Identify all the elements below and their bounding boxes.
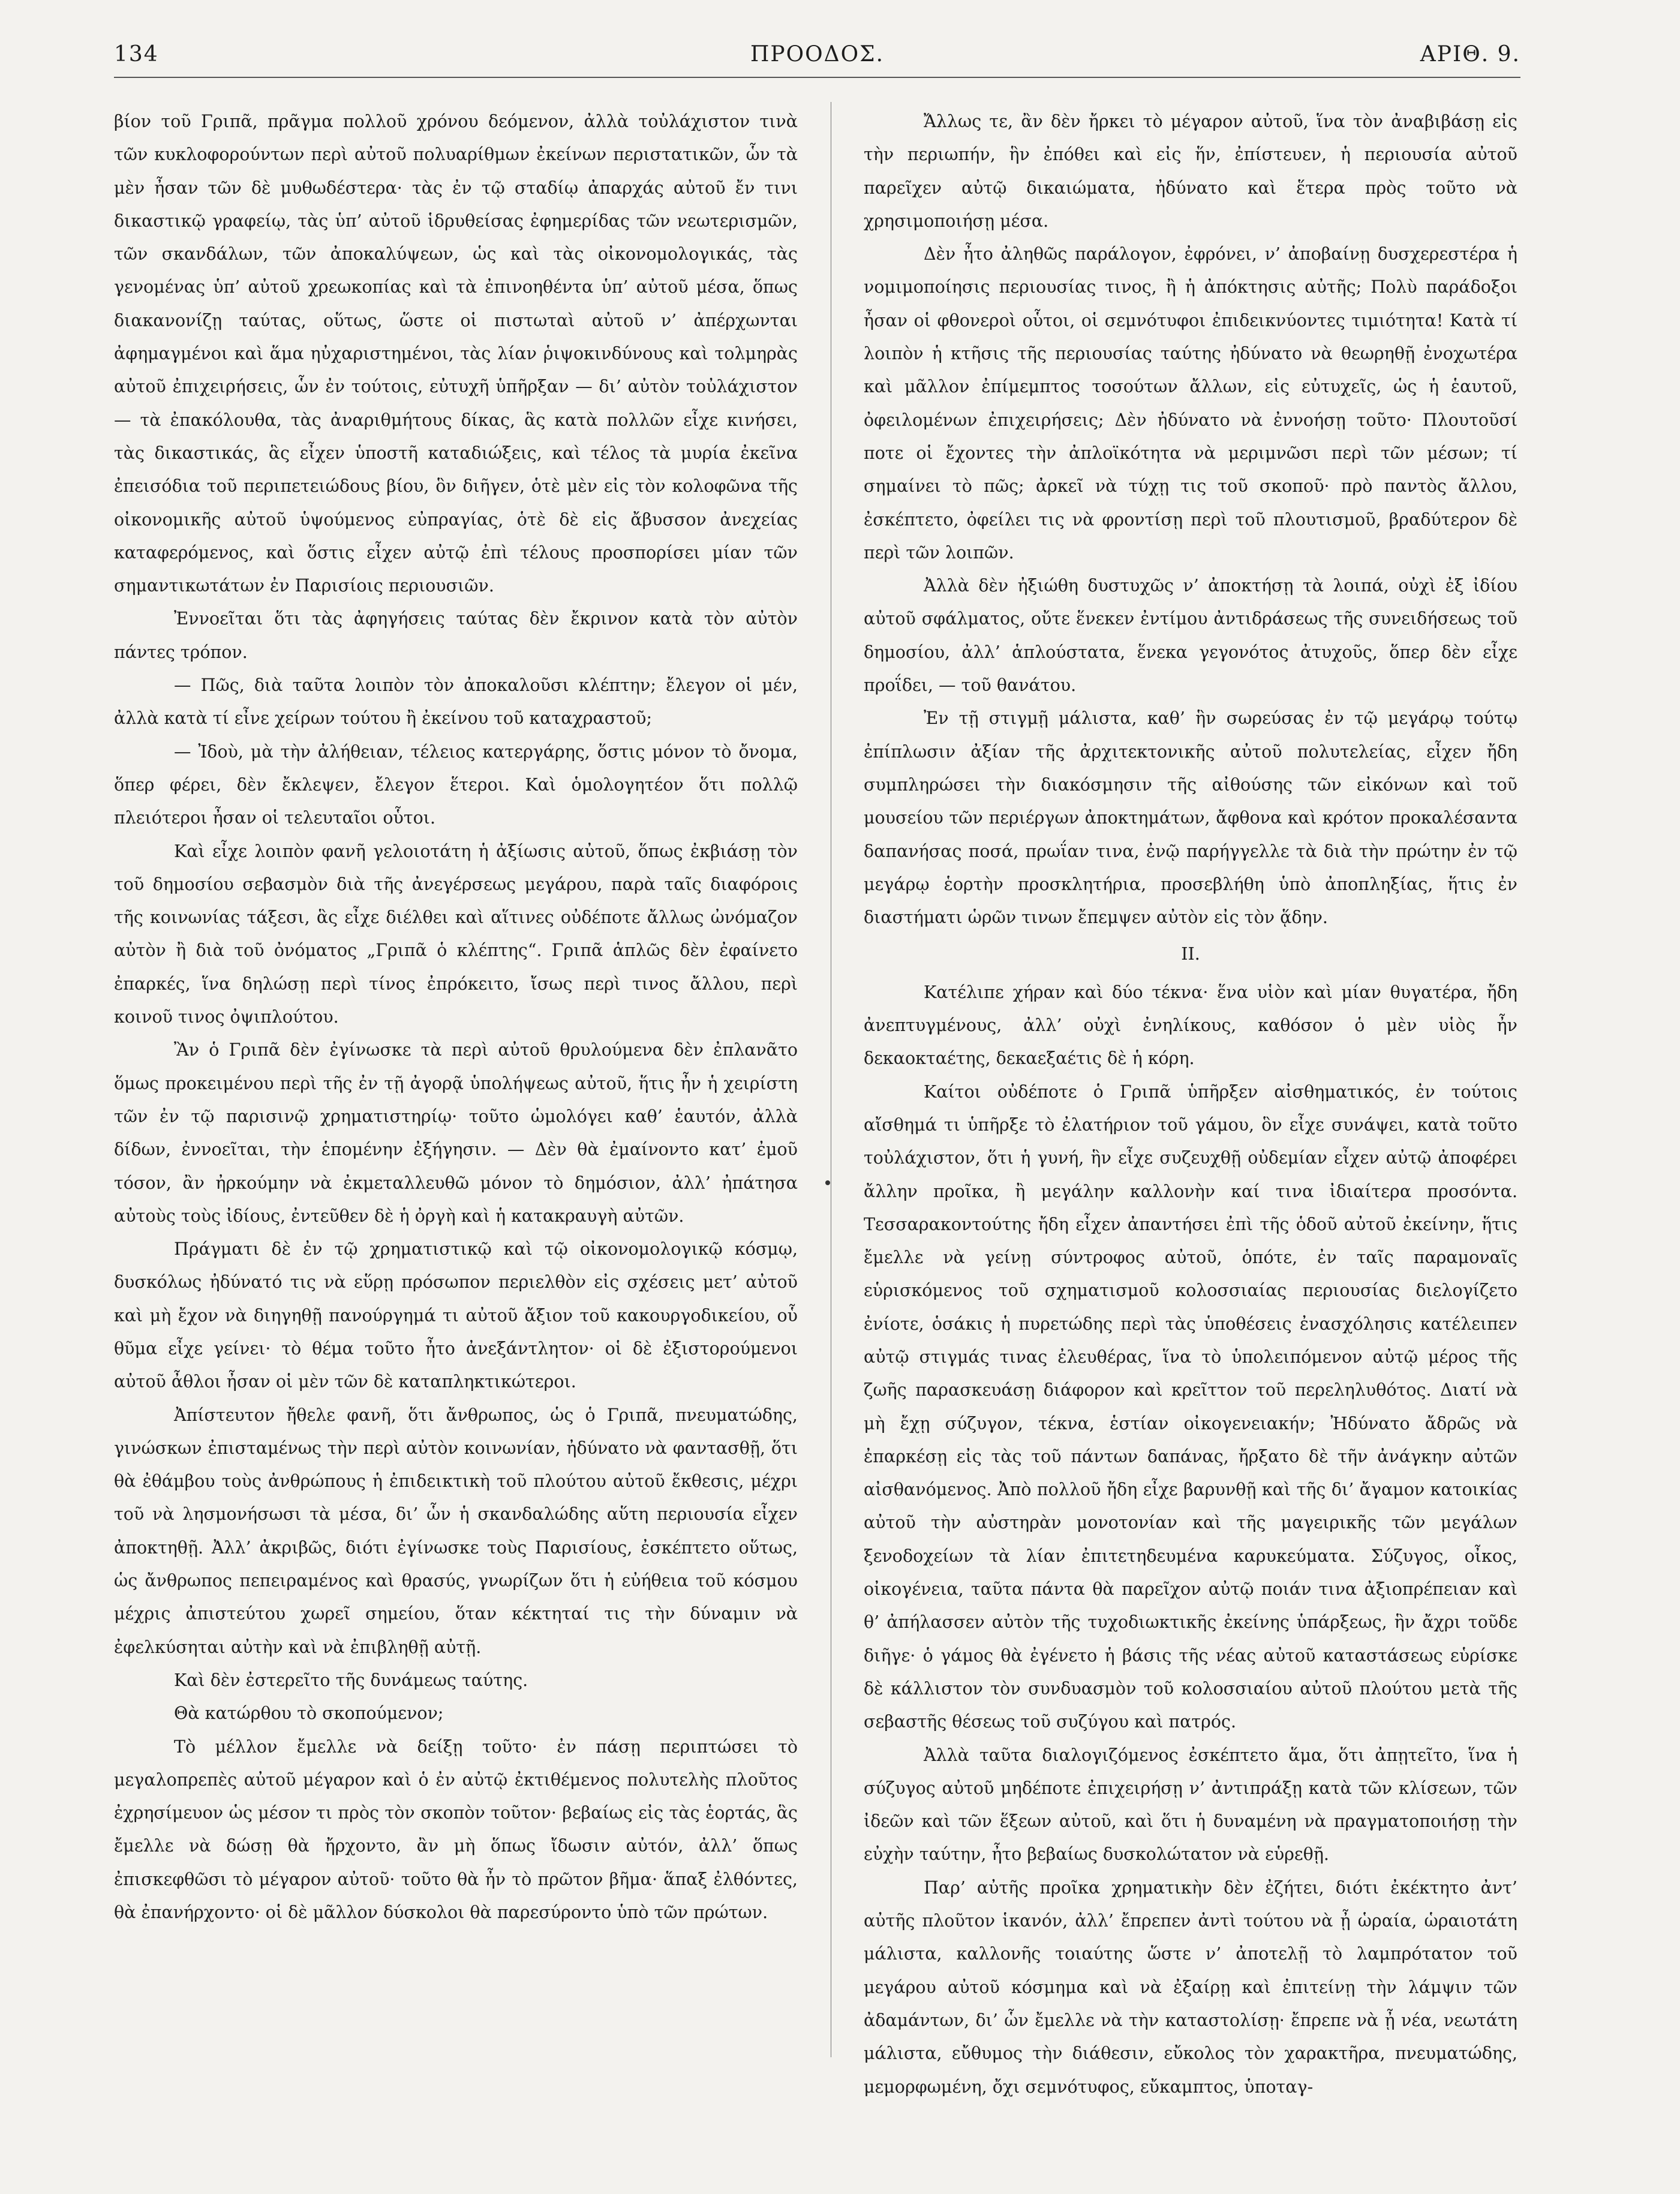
header-rule: [114, 77, 1520, 78]
paragraph: Ἀλλὰ δὲν ἠξιώθη δυστυχῶς ν’ ἀποκτήσῃ τὰ λοιπά, οὐχὶ ἐξ ἰδίου αὐτοῦ σφάλματος, οὔτε ἕνεκεν ἐντίμου ἀντιδράσεως τῆς συνειδήσεως τοῦ δημοσίου, ἀλλ’ ἁπλούστατα, ἕνεκα γεγονότος ἀτυχοῦς, ὅπερ δὲν εἶχε προΐδει, — τοῦ θανάτου.: [864, 576, 1517, 696]
paragraph: Καὶ δὲν ἐστερεῖτο τῆς δυνάμεως ταύτης.: [174, 1670, 528, 1690]
paragraph: Καίτοι οὐδέποτε ὁ Γριπᾶ ὑπῆρξεν αἰσθηματικός, ἐν τούτοις αἴσθημά τι ὑπῆρξε τὸ ἐλατήριον τοῦ γάμου, ὃν εἶχε συνάψει, κατὰ τοῦτο τοὐλάχιστον, ὅτι ἡ γυνή, ἣν εἶχε συζευχθῇ οὐδεμίαν εἶχεν αὐτῷ ἀποφέρει ἄλλην προῖκα, ἢ μεγάλην καλλονὴν καί τινα ἰδιαίτερα προσόντα. Τεσσαρακοντούτης ἤδη εἶχεν ἀπαντήσει ἐπὶ τῆς ὁδοῦ αὐτοῦ ἐκείνην, ἥτις ἔμελλε νὰ γείνῃ σύντροφος αὐτοῦ, ὁπότε, ἐν ταῖς παραμοναῖς εὑρισκόμενος τοῦ σχηματισμοῦ κολοσσιαίας περιουσίας διελογίζετο ἐνίοτε, ὁσάκις ἡ πυρετώδης περὶ τὰς ὑποθέσεις ἐνασχόλησις κατέλειπεν αὐτῷ στιγμάς τινας ἐλευθέρας, ἵνα τὸ ὑπολειπόμενον αὐτῷ μέρος τῆς ζωῆς παρασκευάσῃ διάφορον καὶ κρεῖττον τοῦ περεληλυθότος. Διατί νὰ μὴ ἔχῃ σύζυγον, τέκνα, ἑστίαν οἰκογενειακήν; Ἠδύνατο ἄδρῶς νὰ ἐπαρκέσῃ εἰς τὰς τοῦ πάντων δαπάνας, ἤρξατο δὲ τῆν ἀνάγκην αὐτῶν αἰσθανόμενος. Ἀπὸ πολλοῦ ἤδη εἶχε βαρυνθῇ καὶ τῆς δι’ ἄγαμον κατοικίας αὐτοῦ τὴν αὐστηρὰν μονοτονίαν καὶ τῆς μαγειρικῆς τῶν μεγάλων ξενοδοχείων τὰ λίαν ἐπιτετηδευμένα καρυκεύματα. Σύζυγος, οἶκος, οἰκογένεια, ταῦτα πάντα θὰ παρεῖχον αὐτῷ ποιάν τινα ἀξιοπρέπειαν καὶ θ’ ἀπήλασσεν αὐτὸν τῆς τυχοδιωκτικῆς ἐκείνης ὑπάρξεως, ἣν ἄχρι τοῦδε διῆγε· ὁ γάμος θὰ ἐγένετο ἡ βάσις τῆς νέας αὐτοῦ καταστάσεως εὑρίσκε δὲ κάλλιστον τὸν συνδυασμὸν τοῦ κολοσσιαίου αὐτοῦ πλούτου μετὰ τῆς σεβαστῆς θέσεως τοῦ συζύγου καὶ πατρός.: [864, 1081, 1517, 1732]
paragraph: Δὲν ἦτο ἀληθῶς παράλογον, ἐφρόνει, ν’ ἀποβαίνῃ δυσχερεστέρα ἡ νομιμοποίησις περιουσίας τινος, ἢ ἡ ἀπόκτησις αὐτῆς; Πολὺ παράδοξοι ἦσαν οἱ φθονεροὶ οὗτοι, οἱ σεμνότυφοι ἐπιδεικνύοντες τιμιότητα! Κατὰ τί λοιπὸν ἡ κτῆσις τῆς περιουσίας ταύτης ἠδύνατο νὰ θεωρηθῇ ἐνοχωτέρα καὶ μᾶλλον ἐπίμεμπτος τοσούτων ἄλλων, εἰς εὐτυχεῖς, ὡς ἡ ἑαυτοῦ, ὀφειλομένων ἐπιχειρήσεις; Δὲν ἠδύνατο νὰ ἐννοήσῃ τοῦτο· Πλουτοῦσί ποτε οἱ ἔχοντες τὴν ἀπλοϊκότητα νὰ μεριμνῶσι περὶ τῶν μέσων; τί σημαίνει τὸ πῶς; ἀρκεῖ νὰ τύχῃ τις τοῦ σκοποῦ· πρὸ παντὸς ἄλλου, ἐσκέπτετο, ὀφείλει τις νὰ φροντίσῃ περὶ τοῦ πλουτισμοῦ, βραδύτερον δὲ περὶ τῶν λοιπῶν.: [864, 244, 1517, 563]
paragraph: Ἀπίστευτον ἤθελε φανῆ, ὅτι ἄνθρωπος, ὡς ὁ Γριπᾶ, πνευματώδης, γινώσκων ἐπισταμένως τὴν περὶ αὐτὸν κοινωνίαν, ἠδύνατο νὰ φαντασθῇ, ὅτι θὰ ἐθάμβου τοὺς ἀνθρώπους ἡ ἐπιδεικτικὴ τοῦ πλούτου αὐτοῦ ἔκθεσις, μέχρι τοῦ νὰ λησμονήσωσι τὰ μέσα, δι’ ὧν ἡ σκανδαλώδης αὕτη περιουσία εἶχεν ἀποκτηθῇ. Ἀλλ’ ἀκριβῶς, διότι ἐγίνωσκε τοὺς Παρισίους, ἐσκέπτετο οὕτως, ὡς ἄνθρωπος πεπειραμένος καὶ θρασύς, γνωρίζων ὅτι ἡ εὐήθεια τοῦ κόσμου μέχρις ἀπιστεύτου χωρεῖ σημείου, ὅταν κέκτηταί τις τὴν δύναμιν νὰ ἐφελκύσηται αὐτὴν καὶ νὰ ἐπιβληθῇ αὐτῇ.: [114, 1405, 798, 1657]
page-header: [114, 42, 1520, 78]
page-number: 134: [114, 42, 159, 67]
section-heading: II.: [1181, 944, 1200, 964]
paragraph: Θὰ κατώρθου τὸ σκοπούμενον;: [174, 1703, 444, 1724]
issue-number: ΑΡΙΘ. 9.: [1420, 42, 1520, 67]
right-column: [864, 105, 1517, 2156]
paragraph: Ἀλλὰ ταῦτα διαλογιζόμενος ἐσκέπτετο ἅμα, ὅτι ἀπῃτεῖτο, ἵνα ἡ σύζυγος αὐτοῦ μηδέποτε ἐπιχειρήσῃ ν’ ἀντιπράξῃ κατὰ τῶν κλίσεων, τῶν ἰδεῶν καὶ τῶν ἕξεων αὐτοῦ, καὶ ὅτι ἡ δυναμένη νὰ πραγματοποιήσῃ τὴν εὐχὴν ταύτην, ἦτο βεβαίως δυσκολώτατον νὰ εὑρεθῇ.: [864, 1745, 1517, 1865]
paragraph: Ἄλλως τε, ἂν δὲν ἤρκει τὸ μέγαρον αὐτοῦ, ἵνα τὸν ἀναβιβάσῃ εἰς τὴν περιωπήν, ἣν ἐπόθει καὶ εἰς ἥν, ἐπίστευεν, ἡ περιουσία αὐτοῦ παρεῖχεν αὐτῷ δικαιώματα, ἠδύνατο καὶ ἕτερα πρὸς τοῦτο νὰ χρησιμοποιήσῃ μέσα.: [864, 112, 1517, 231]
paragraph: Καὶ εἶχε λοιπὸν φανῆ γελοιοτάτη ἡ ἀξίωσις αὐτοῦ, ὅπως ἐκβιάσῃ τὸν τοῦ δημοσίου σεβασμὸν διὰ τῆς ἀνεγέρσεως μεγάρου, παρὰ ταῖς διαφόροις τῆς κοινωνίας τάξεσι, ἃς εἶχε διέλθει καὶ αἵτινες οὐδέποτε ἄλλως ὠνόμαζον αὐτὸν ἢ διὰ τοῦ ὀνόματος „Γριπᾶ ὁ κλέπτης“. Γριπᾶ ἁπλῶς δὲν ἐφαίνετο ἐπαρκές, ἵνα δηλώσῃ περὶ τίνος ἐπρόκειτο, ἴσως περὶ τινος ἄλλου, περὶ κοινοῦ τινος ὀψιπλούτου.: [114, 841, 798, 1027]
paragraph: Ἐννοεῖται ὅτι τὰς ἀφηγήσεις ταύτας δὲν ἔκρινον κατὰ τὸν αὐτὸν πάντες τρόπον.: [114, 609, 798, 662]
left-column: [114, 105, 798, 2156]
paragraph: Ἐν τῇ στιγμῇ μάλιστα, καθ’ ἣν σωρεύσας ἐν τῷ μεγάρῳ τούτῳ ἐπίπλωσιν ἀξίαν τῆς ἀρχιτεκτονικῆς αὐτοῦ πολυτελείας, εἶχεν ἤδη συμπληρώσει τὴν διακόσμησιν τῆς αἰθούσης τῶν εἰκόνων καὶ τοῦ μουσείου τῶν περιέργων ἀποκτημάτων, ἄφθονα καὶ κρότον προκαλέσαντα δαπανήσας ποσά, πρωΐαν τινα, ἐνῷ παρήγγελλε τὰ διὰ τὴν πρώτην ἐν τῷ μεγάρῳ ἑορτὴν προσκλητήρια, προσεβλήθη ὑπὸ ἀποπληξίας, ἥτις ἐν διαστήματι ὡρῶν τινων ἔπεμψεν αὐτὸν εἰς τὸν ᾅδην.: [864, 708, 1517, 928]
paragraph: Πράγματι δὲ ἐν τῷ χρηματιστικῷ καὶ τῷ οἰκονομολογικῷ κόσμῳ, δυσκόλως ἠδύνατό τις νὰ εὕρῃ πρόσωπον περιελθὸν εἰς σχέσεις μετ’ αὐτοῦ καὶ μὴ ἔχον νὰ διηγηθῇ πανούργημά τι αὐτοῦ ἄξιον τοῦ κακουργοδικείου, οὗ θῦμα εἶχε γείνει· τὸ θέμα τοῦτο ἦτο ἀνεξάντλητον· οἱ δὲ ἐξιστορούμενοι αὐτοῦ ἆθλοι ἦσαν οἱ μὲν τῶν δὲ καταπληκτικώτεροι.: [114, 1239, 798, 1392]
paragraph: Ἂν ὁ Γριπᾶ δὲν ἐγίνωσκε τὰ περὶ αὐτοῦ θρυλούμενα δὲν ἐπλανᾶτο ὅμως προκειμένου περὶ τῆς ἐν τῇ ἀγορᾷ ὑπολήψεως αὐτοῦ, ἥτις ἦν ἡ χειρίστη τῶν ἐν τῷ παρισινῷ χρηματιστηρίῳ· τοῦτο ὡμολόγει καθ’ ἑαυτόν, ἀλλὰ δίδων, ἐννοεῖται, τὴν ἑπομένην ἐξήγησιν. — Δὲν θὰ ἐμαίνοντο κατ’ ἐμοῦ τόσον, ἂν ἠρκούμην νὰ ἐκμεταλλευθῶ μόνον τὸ δημόσιον, ἀλλ’ ἠπάτησα αὐτοὺς τοὺς ἰδίους, ἐντεῦθεν δὲ ἡ ὀργὴ καὶ ἡ κατακραυγὴ αὐτῶν.: [114, 1040, 798, 1226]
paragraph: Κατέλιπε χήραν καὶ δύο τέκνα· ἕνα υἱὸν καὶ μίαν θυγατέρα, ἤδη ἀνεπτυγμένους, ἀλλ’ οὐχὶ ἐνηλίκους, καθόσον ὁ μὲν υἱὸς ἦν δεκαοκταέτης, δεκαεξαέτις δὲ ἡ κόρη.: [864, 982, 1517, 1069]
running-title: ΠΡΟΟΔΟΣ.: [750, 42, 885, 67]
paragraph: Παρ’ αὐτῆς προῖκα χρηματικὴν δὲν ἐζήτει, διότι ἐκέκτητο ἀντ’ αὐτῆς πλοῦτον ἱκανόν, ἀλλ’ ἔπρεπεν ἀντὶ τούτου νὰ ᾖ ὡραία, ὡραιοτάτη μάλιστα, καλλονῆς τοιαύτης ὥστε ν’ ἀποτελῇ τὸ λαμπρότατον τοῦ μεγάρου αὐτοῦ κόσμημα καὶ νὰ ἐξαίρῃ καὶ ἐπιτείνῃ τὴν λάμψιν τῶν ἀδαμάντων, δι’ ὧν ἔμελλε νὰ τὴν καταστολίσῃ· ἔπρεπε νὰ ᾖ νέα, νεωτάτη μάλιστα, εὔθυμος τὴν διάθεσιν, εὔκολος τὸν χαρακτῆρα, πνευματώδης, μεμορφωμένη, ὄχι σεμνότυφος, εὔκαμπτος, ὑποταγ-: [864, 1877, 1517, 2097]
paragraph: βίον τοῦ Γριπᾶ, πρᾶγμα πολλοῦ χρόνου δεόμενον, ἀλλὰ τοὐλάχιστον τινὰ τῶν κυκλοφορούντων περὶ αὐτοῦ πολυαρίθμων ἐκείνων περιστατικῶν, ὧν τὰ μὲν ἦσαν τῶν δὲ μυθωδέστερα· τὰς ἐν τῷ σταδίῳ ἀπαρχάς αὐτοῦ ἔν τινι δικαστικῷ γραφείῳ, τὰς ὑπ’ αὐτοῦ ἱδρυθείσας ἐφημερίδας τῶν νεωτερισμῶν, τῶν σκανδάλων, τῶν ἀποκαλύψεων, ὡς καὶ τὰς οἰκονομολογικάς, τὰς γενομένας ὑπ’ αὐτοῦ χρεωκοπίας καὶ τὰ ἐπινοηθέντα ὑπ’ αὐτοῦ μέσα, ὅπως διακανονίζῃ ταύτας, οὕτως, ὥστε οἱ πιστωταὶ αὐτοῦ ν’ ἀπέρχωνται ἀφημαγμένοι καὶ ἅμα ηὐχαριστημένοι, τὰς λίαν ῥιψοκινδύνους καὶ τολμηρὰς αὐτοῦ ἐπιχειρήσεις, ὧν ἐν τούτοις, εὐτυχῆ ὑπῆρξαν — δι’ αὐτὸν τοὐλάχιστον — τὰ ἐπακόλουθα, τὰς ἀναριθμήτους δίκας, ἃς κατὰ πολλῶν εἶχε κινήσει, τὰς δικαστικάς, ἃς εἶχεν ὑποστῆ καταδιώξεις, καὶ τέλος τὰ μυρία ἐκεῖνα ἐπεισόδια τοῦ περιπετειώδους βίου, ὃν διῆγεν, ὁτὲ μὲν εἰς τὸν κολοφῶνα τῆς οἰκονομικῆς αὐτοῦ ὑψούμενος εὐπραγίας, ὁτὲ δὲ εἰς ἄβυσσον ἀνεχείας καταφερόμενος, καὶ ὅστις εἶχεν αὐτῷ ἐπὶ τέλους προσπορίσει μίαν τῶν σημαντικωτάτων ἐν Παρισίοις περιουσιῶν.: [114, 112, 798, 596]
paragraph: — Ἰδοὺ, μὰ τὴν ἀλήθειαν, τέλειος κατεργάρης, ὅστις μόνον τὸ ὄνομα, ὅπερ φέρει, δὲν ἔκλεψεν, ἔλεγον ἕτεροι. Καὶ ὁμολογητέον ὅτι πολλῷ πλειότεροι ἦσαν οἱ τελευταῖοι οὗτοι.: [114, 741, 798, 828]
paragraph: — Πῶς, διὰ ταῦτα λοιπὸν τὸν ἀποκαλοῦσι κλέπτην; ἔλεγον οἱ μέν, ἀλλὰ κατὰ τί εἶνε χείρων τούτου ἢ ἐκείνου τοῦ καταχραστοῦ;: [114, 675, 798, 729]
paragraph: Τὸ μέλλον ἔμελλε νὰ δείξῃ τοῦτο· ἐν πάσῃ περιπτώσει τὸ μεγαλοπρεπὲς αὐτοῦ μέγαρον καὶ ὁ ἐν αὐτῷ ἐκτιθέμενος πολυτελὴς πλοῦτος ἐχρησίμευον ὡς μέσον τι πρὸς τὸν σκοπὸν τοῦτον· βεβαίως εἰς τὰς ἑορτάς, ἃς ἔμελλε νὰ δώσῃ θὰ ἤρχοντο, ἂν μὴ ὅπως ἴδωσιν αὐτόν, ἀλλ’ ὅπως ἐπισκεφθῶσι τὸ μέγαρον αὐτοῦ· τοῦτο θὰ ἦν τὸ πρῶτον βῆμα· ἅπαξ ἐλθόντες, θὰ ἐπανήρχοντο· οἱ δὲ μᾶλλον δύσκολοι θὰ παρεσύροντο ὑπὸ τῶν πρώτων.: [114, 1736, 798, 1923]
margin-dot: [825, 1180, 830, 1185]
